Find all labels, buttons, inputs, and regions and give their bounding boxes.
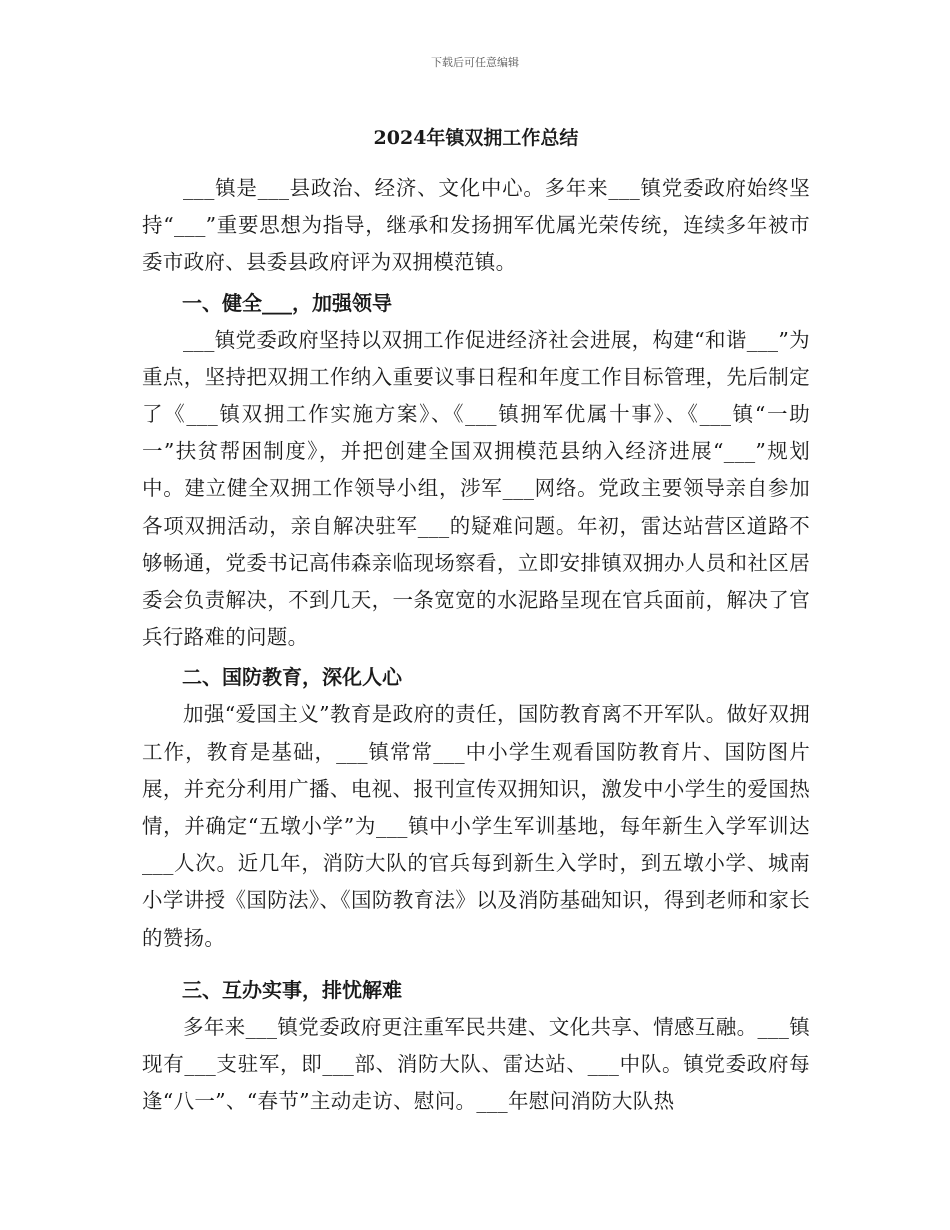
document-title: 2024年镇双拥工作总结 [373,127,579,149]
section-2-heading: 二、国防教育，深化人心 [182,665,402,690]
section-3-paragraph: 多年来___镇党委政府更注重军民共建、文化共享、情感互融。___镇现有___支驻军，即___部、消防大队、雷达站、___中队。镇党委政府每逢“八一”、“春节”主动走访、慰问。___年慰问消防大队热 [142,1014,810,1114]
document-body [142,120,810,1120]
section-2-paragraph: 加强“爱国主义”教育是政府的责任，国防教育离不开军队。做好双拥工作，教育是基础，___镇常常___中小学生观看国防教育片、国防图片展，并充分利用广播、电视、报刊宣传双拥知识，激发中小学生的爱国热情，并确定“五墩小学”为___镇中小学生军训基地，每年新生入学军训达___人次。近几年，消防大队的官兵每到新生入学时，到五墩小学、城南小学讲授《国防法》、《国防教育法》以及消防基础知识，得到老师和家长的赞扬。 [142,702,810,950]
intro-paragraph: ___镇是___县政治、经济、文化中心。多年来___镇党委政府始终坚持“___”重要思想为指导，继承和发扬拥军优属光荣传统，连续多年被市委市政府、县委县政府评为双拥模范镇。 [142,176,810,275]
header-note: 下载后可任意编辑 [431,56,519,69]
section-1-paragraph: ___镇党委政府坚持以双拥工作促进经济社会进展，构建“和谐___”为重点，坚持把双拥工作纳入重要议事日程和年度工作目标管理，先后制定了《___镇双拥工作实施方案》、《___镇拥军优属十事》、《___镇“一助一”扶贫帮困制度》，并把创建全国双拥模范县纳入经济进展“___”规划中。建立健全双拥工作领导小组，涉军___网络。党政主要领导亲自参加各项双拥活动，亲自解决驻军___的疑难问题。年初，雷达站营区道路不够畅通，党委书记高伟森亲临现场察看，立即安排镇双拥办人员和社区居委会负责解决，不到几天，一条宽宽的水泥路呈现在官兵面前，解决了官兵行路难的问题。 [142,327,810,650]
section-3-heading: 三、互办实事，排忧解难 [182,977,402,1002]
section-1-heading: 一、健全___，加强领导 [182,290,392,315]
